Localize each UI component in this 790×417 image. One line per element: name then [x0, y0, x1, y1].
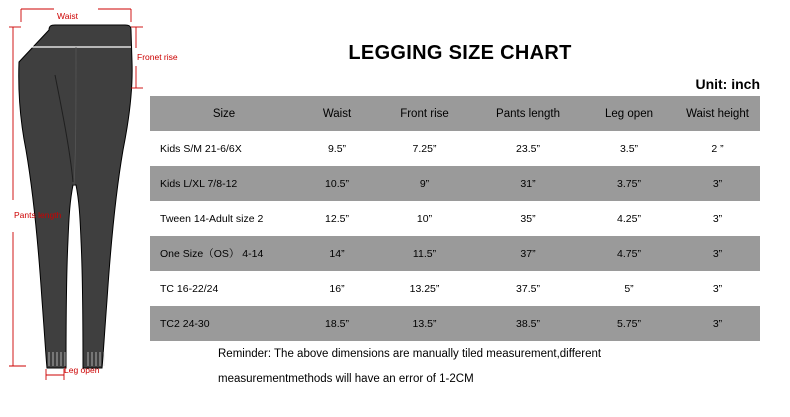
column-header-waist: Waist: [298, 96, 376, 131]
cell-size: Kids L/XL 7/8-12: [150, 166, 298, 201]
cell-waist: 16”: [298, 271, 376, 306]
cell-leg-open: 5”: [583, 271, 675, 306]
cell-waist-height: 3”: [675, 201, 760, 236]
table-row: [150, 166, 760, 201]
column-header-leg-open: Leg open: [583, 96, 675, 131]
cell-waist: 14”: [298, 236, 376, 271]
cell-size: One Size（OS） 4-14: [150, 236, 298, 271]
cell-front-rise: 7.25”: [376, 131, 473, 166]
cell-leg-open: 3.75”: [583, 166, 675, 201]
column-header-pants-length: Pants length: [473, 96, 583, 131]
cell-pants-length: 38.5”: [473, 306, 583, 341]
column-header-size: Size: [150, 96, 298, 131]
table-row: [150, 236, 760, 271]
cell-front-rise: 10”: [376, 201, 473, 236]
annotation-front-rise: Fronet rise: [137, 52, 178, 62]
legging-diagram: [0, 0, 178, 412]
reminder-line-1: Reminder: The above dimensions are manually tiled measurement,different: [218, 348, 602, 360]
cell-pants-length: 37”: [473, 236, 583, 271]
cell-size: TC 16-22/24: [150, 271, 298, 306]
cell-waist: 10.5”: [298, 166, 376, 201]
cell-waist-height: 3”: [675, 271, 760, 306]
annotation-leg-open: Leg open: [64, 365, 100, 375]
cell-leg-open: 5.75”: [583, 306, 675, 341]
cell-front-rise: 9”: [376, 166, 473, 201]
legging-illustration-svg: [0, 0, 150, 412]
size-chart-table: [150, 96, 760, 341]
page-title: LEGGING SIZE CHART: [348, 42, 572, 64]
cell-waist-height: 2 ”: [675, 131, 760, 166]
cell-pants-length: 37.5”: [473, 271, 583, 306]
cell-size: TC2 24-30: [150, 306, 298, 341]
cell-leg-open: 3.5”: [583, 131, 675, 166]
cell-pants-length: 35”: [473, 201, 583, 236]
cell-pants-length: 31”: [473, 166, 583, 201]
cell-waist-height: 3”: [675, 166, 760, 201]
annotation-waist: Waist: [57, 11, 78, 21]
annotation-pants-length: Pants length: [14, 210, 62, 220]
cell-pants-length: 23.5”: [473, 131, 583, 166]
cell-leg-open: 4.25”: [583, 201, 675, 236]
unit-label: Unit: inch: [695, 76, 760, 92]
cell-front-rise: 11.5”: [376, 236, 473, 271]
cell-size: Kids S/M 21-6/6X: [150, 131, 298, 166]
cell-front-rise: 13.5”: [376, 306, 473, 341]
cell-waist: 9.5”: [298, 131, 376, 166]
cell-leg-open: 4.75”: [583, 236, 675, 271]
table-row: [150, 131, 760, 166]
column-header-front-rise: Front rise: [376, 96, 473, 131]
cell-waist-height: 3”: [675, 306, 760, 341]
cell-waist: 18.5”: [298, 306, 376, 341]
table-header-row: [150, 96, 760, 131]
cell-front-rise: 13.25”: [376, 271, 473, 306]
table-row: [150, 271, 760, 306]
reminder-note: [218, 342, 758, 392]
cell-size: Tween 14-Adult size 2: [150, 201, 298, 236]
cell-waist: 12.5”: [298, 201, 376, 236]
table-row: [150, 201, 760, 236]
table-row: [150, 306, 760, 341]
column-header-waist-height: Waist height: [675, 96, 760, 131]
cell-waist-height: 3”: [675, 236, 760, 271]
reminder-line-2: measurementmethods will have an error of 1-2CM: [218, 373, 474, 385]
